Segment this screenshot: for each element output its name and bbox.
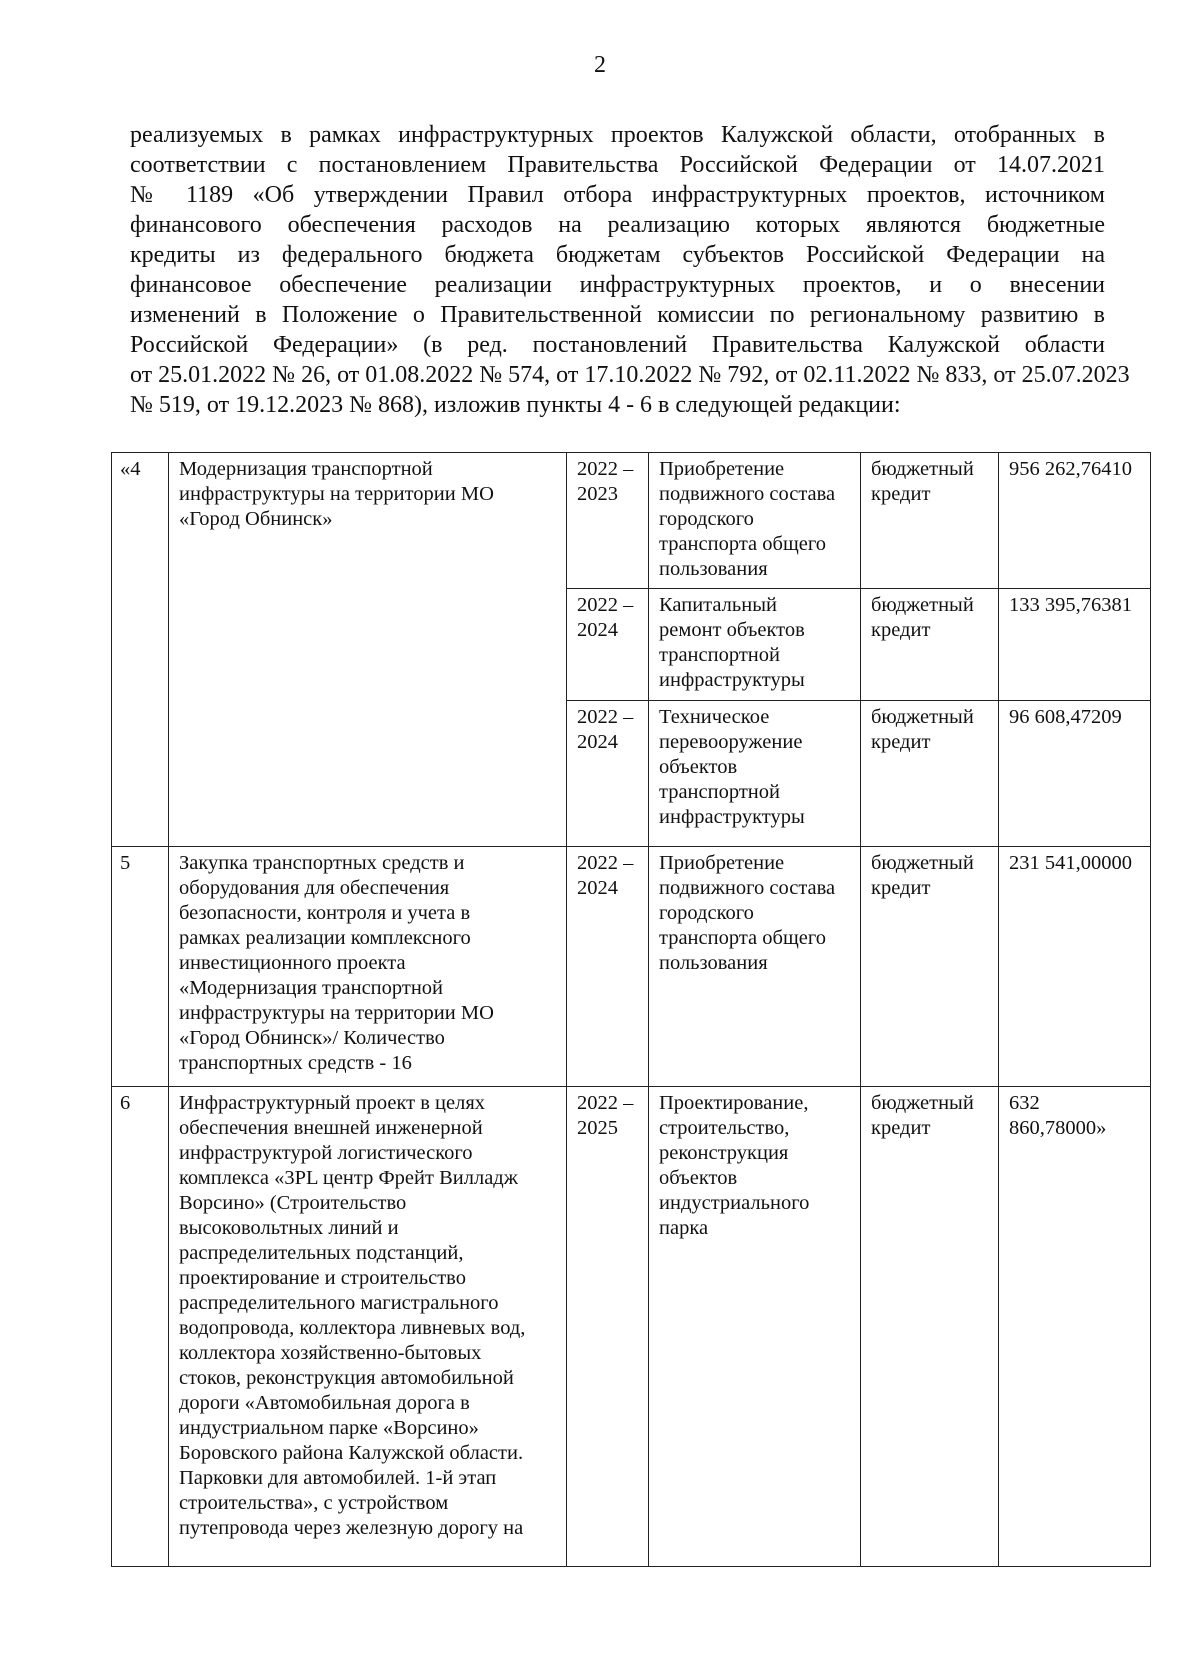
project-name-line: высоковольтных линий и	[179, 1217, 399, 1239]
activity	[649, 589, 861, 701]
project-name-line: распределительного магистрального	[179, 1292, 499, 1314]
period-line: 2023	[577, 483, 618, 505]
project-name-line: оборудования для обеспечения	[179, 877, 450, 899]
period-line: 2022 –	[577, 594, 634, 616]
project-name	[169, 847, 567, 1087]
activity-line: объектов	[659, 756, 738, 778]
period-line: 2024	[577, 619, 618, 641]
intro-line: от 25.01.2022 № 26, от 01.08.2022 № 574, от 17.10.2022 № 792, от 02.11.2022 № 833, от 25.07.2023	[130, 362, 1130, 388]
activity-line: парка	[659, 1217, 709, 1239]
project-name-line: распределительных подстанций,	[179, 1242, 464, 1264]
intro-line: кредиты из федерального бюджета бюджетам субъектов Российской Федерации на	[130, 242, 1105, 268]
row-number: «4	[112, 453, 169, 847]
project-name-line: Боровского района Калужской области.	[179, 1442, 524, 1464]
activity-line: городского	[659, 902, 754, 924]
project-name-line: строительства», с устройством	[179, 1492, 449, 1514]
activity-line: городского	[659, 508, 754, 530]
period	[567, 589, 649, 701]
intro-line: изменений в Положение о Правительственной комиссии по региональному развитию в	[130, 302, 1105, 328]
project-name-line: Модернизация транспортной	[179, 458, 433, 480]
activity-line: индустриального	[659, 1192, 810, 1214]
funding-source-line: кредит	[871, 483, 931, 505]
activity-line: Приобретение	[659, 458, 785, 480]
table-row	[112, 847, 1151, 1087]
funding-source-line: бюджетный	[871, 852, 974, 874]
projects-table	[111, 452, 1151, 1567]
project-name-line: «Город Обнинск»	[179, 508, 333, 530]
project-name-line: дороги «Автомобильная дорога в	[179, 1392, 470, 1414]
funding-source-line: бюджетный	[871, 594, 974, 616]
project-name-line: Закупка транспортных средств и	[179, 852, 465, 874]
project-name	[169, 453, 567, 847]
period-line: 2022 –	[577, 706, 634, 728]
period-line: 2022 –	[577, 458, 634, 480]
period-line: 2025	[577, 1117, 618, 1139]
project-name-line: «Модернизация транспортной	[179, 977, 444, 999]
period-line: 2024	[577, 877, 618, 899]
period	[567, 701, 649, 847]
activity-line: транспорта общего	[659, 533, 826, 555]
project-name-line: транспортных средств - 16	[179, 1052, 412, 1074]
page-number: 2	[594, 52, 606, 78]
period-line: 2022 –	[577, 852, 634, 874]
period	[567, 847, 649, 1087]
period	[567, 453, 649, 589]
table-row	[112, 453, 1151, 589]
project-name-line: путепровода через железную дорогу на	[179, 1517, 524, 1539]
project-name-line: инфраструктуры на территории МО	[179, 483, 494, 505]
funding-source	[861, 1087, 999, 1567]
project-name-line: Инфраструктурный проект в целях	[179, 1092, 486, 1114]
activity	[649, 701, 861, 847]
project-name-line: безопасности, контроля и учета в	[179, 902, 471, 924]
activity-line: ремонт объектов	[659, 619, 805, 641]
project-name-line: стоков, реконструкция автомобильной	[179, 1367, 514, 1389]
table-row	[112, 1087, 1151, 1567]
activity-line: инфраструктуры	[659, 669, 805, 691]
project-name-line: Парковки для автомобилей. 1-й этап	[179, 1467, 497, 1489]
intro-line: № 1189 «Об утверждении Правил отбора инфраструктурных проектов, источником	[130, 182, 1105, 208]
project-name	[169, 1087, 567, 1567]
funding-source-line: кредит	[871, 731, 931, 753]
row-number: 6	[112, 1087, 169, 1567]
funding-source	[861, 589, 999, 701]
activity-line: подвижного состава	[659, 483, 836, 505]
activity-line: объектов	[659, 1167, 738, 1189]
project-name-line: индустриальном парке «Ворсино»	[179, 1417, 479, 1439]
activity-line: Проектирование,	[659, 1092, 809, 1114]
intro-line: финансовое обеспечение реализации инфраструктурных проектов, и о внесении	[130, 272, 1105, 298]
intro-line: Российской Федерации» (в ред. постановлений Правительства Калужской области	[130, 332, 1105, 358]
project-name-line: коллектора хозяйственно-бытовых	[179, 1342, 482, 1364]
activity	[649, 453, 861, 589]
intro-paragraph	[130, 120, 1130, 420]
activity-line: транспорта общего	[659, 927, 826, 949]
activity-line: пользования	[659, 952, 768, 974]
project-name-line: проектирование и строительство	[179, 1267, 466, 1289]
funding-source-line: кредит	[871, 877, 931, 899]
funding-source-line: бюджетный	[871, 706, 974, 728]
amount: 133 395,76381	[999, 589, 1151, 701]
project-name-line: Ворсино» (Строительство	[179, 1192, 407, 1214]
funding-source	[861, 701, 999, 847]
activity-line: строительство,	[659, 1117, 790, 1139]
funding-source-line: кредит	[871, 619, 931, 641]
activity-line: транспортной	[659, 644, 780, 666]
intro-line: финансового обеспечения расходов на реализацию которых являются бюджетные	[130, 212, 1105, 238]
project-name-line: обеспечения внешней инженерной	[179, 1117, 483, 1139]
intro-line: № 519, от 19.12.2023 № 868), изложив пункты 4 - 6 в следующей редакции:	[130, 392, 901, 418]
row-number: 5	[112, 847, 169, 1087]
activity-line: Приобретение	[659, 852, 785, 874]
funding-source	[861, 847, 999, 1087]
project-name-line: комплекса «3PL центр Фрейт Вилладж	[179, 1167, 518, 1189]
activity	[649, 847, 861, 1087]
project-name-line: инвестиционного проекта	[179, 952, 406, 974]
project-name-line: инфраструктурой логистического	[179, 1142, 473, 1164]
amount: 96 608,47209	[999, 701, 1151, 847]
project-name-line: инфраструктуры на территории МО	[179, 1002, 494, 1024]
activity-line: Техническое	[659, 706, 770, 728]
project-name-line: рамках реализации комплексного	[179, 927, 471, 949]
activity-line: инфраструктуры	[659, 806, 805, 828]
activity-line: подвижного состава	[659, 877, 836, 899]
activity-line: Капитальный	[659, 594, 777, 616]
amount: 231 541,00000	[999, 847, 1151, 1087]
project-name-line: водопровода, коллектора ливневых вод,	[179, 1317, 526, 1339]
amount: 956 262,76410	[999, 453, 1151, 589]
amount: 632 860,78000»	[999, 1087, 1151, 1567]
funding-source-line: кредит	[871, 1117, 931, 1139]
funding-source-line: бюджетный	[871, 1092, 974, 1114]
activity-line: пользования	[659, 558, 768, 580]
funding-source	[861, 453, 999, 589]
project-name-line: «Город Обнинск»/ Количество	[179, 1027, 445, 1049]
funding-source-line: бюджетный	[871, 458, 974, 480]
intro-line: соответствии с постановлением Правительства Российской Федерации от 14.07.2021	[130, 152, 1105, 178]
activity-line: перевооружение	[659, 731, 803, 753]
activity-line: транспортной	[659, 781, 780, 803]
intro-line: реализуемых в рамках инфраструктурных проектов Калужской области, отобранных в	[130, 122, 1105, 148]
activity-line: реконструкция	[659, 1142, 789, 1164]
period-line: 2022 –	[577, 1092, 634, 1114]
period	[567, 1087, 649, 1567]
activity	[649, 1087, 861, 1567]
period-line: 2024	[577, 731, 618, 753]
